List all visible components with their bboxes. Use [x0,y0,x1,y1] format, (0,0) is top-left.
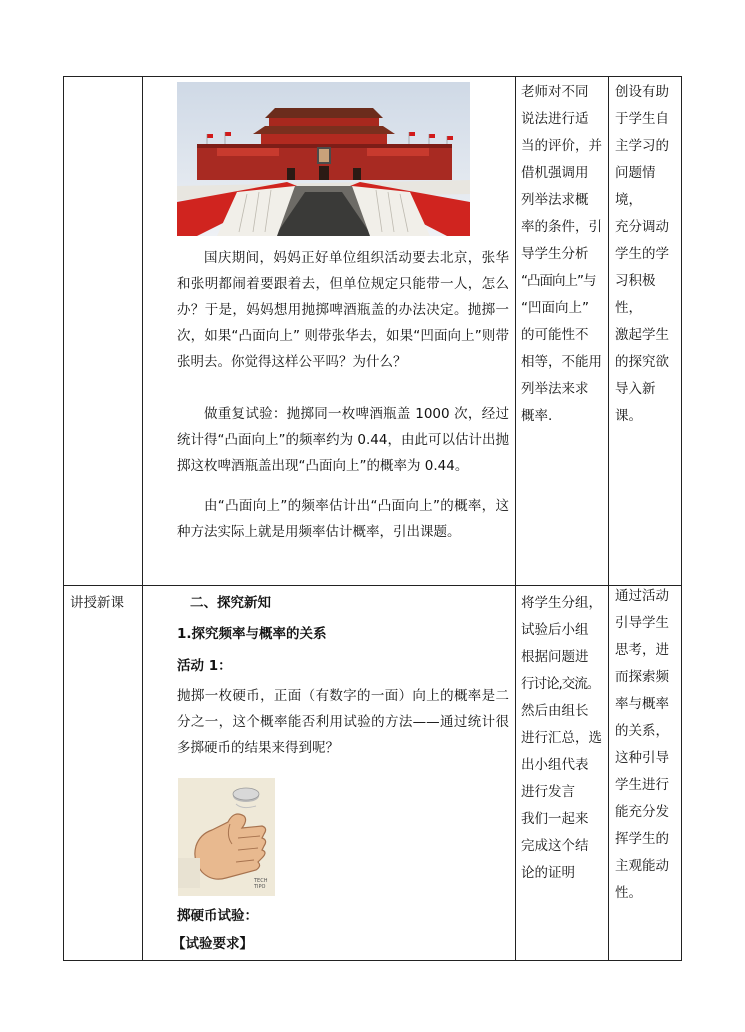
subsection-title: 1.探究频率与概率的关系 [177,626,327,642]
intent-line: 这种引导 [615,750,669,766]
design-intent-column [615,79,679,430]
teacher-line: 相等，不能用 [521,354,602,370]
teacher-line: 的可能性不 [521,327,589,343]
table-top-border [63,76,682,77]
intent-line: 通过活动 [615,588,669,604]
coin-toss-photo [178,778,275,896]
table-left-border [63,76,64,961]
teacher-line: 列举法来求 [521,381,589,397]
student-line: 然后由组长 [521,703,589,719]
student-line: 出小组代表 [521,757,589,773]
intent-line: 学生的学 [615,246,669,262]
intro-paragraph: 国庆期间，妈妈正好单位组织活动要去北京，张华和张明都闹着要跟着去，但单位规定只能带一人，怎么办？于是，妈妈想用抛掷啤酒瓶盖的办法决定。抛掷一次，如果“凸面向上” 则带张华去，如果“凹面向上”则带张明去。你觉得这样公平吗？为什么？ [177,250,509,370]
student-line: 将学生分组， [521,595,602,611]
intent-line: 而探索频 [615,669,669,685]
table-bottom-border [63,960,682,961]
intent-line: 习积极性， [615,273,656,316]
intent-line: 充分调动 [615,219,669,235]
teacher-activity-column [521,79,605,430]
student-line: 我们一起来 [521,811,589,827]
intent-line: 创设有助 [615,84,669,100]
teacher-line: 当的评价，并 [521,138,602,154]
section-title: 二、探究新知 [190,595,271,611]
column-divider-3 [608,76,609,961]
intent-line: 激起学生 [615,327,669,343]
svg-text:TIPO: TIPO [254,884,266,890]
conclusion-paragraph: 由“凸面向上”的频率估计出“凸面向上”的概率，这种方法实际上就是用频率估计概率，引出课题。 [177,498,509,540]
student-line: 行讨论,交流。 [521,676,600,692]
teacher-line: “凸面向上”与 [521,273,596,289]
column-divider-2 [515,76,516,961]
requirement-label: 【试验要求】 [172,936,253,952]
intent-line: 引导学生 [615,615,669,631]
intent-line: 挥学生的 [615,831,669,847]
activity-label: 活动 1： [177,658,232,674]
student-line: 进行发言 [521,784,575,800]
teacher-line: 率的条件，引 [521,219,602,235]
intent-line: 问题情境， [615,165,656,208]
intent-line: 的探究欲 [615,354,669,370]
intent-line: 能充分发 [615,804,669,820]
teacher-line: 导学生分析 [521,246,589,262]
student-line: 进行汇总，选 [521,730,602,746]
student-line: 论的证明 [521,865,575,881]
teacher-line: 老师对不同 [521,84,589,100]
intent-line: 思考，进 [615,642,669,658]
table-right-border [681,76,682,961]
teacher-line: 列举法求概 [521,192,589,208]
teacher-line: “凹面向上” [521,300,589,316]
experiment-paragraph: 做重复试验：抛掷同一枚啤酒瓶盖 1000 次，经过统计得“凸面向上”的频率约为 0.44，由此可以估计出抛掷这枚啤酒瓶盖出现“凸面向上”的概率为 0.44。 [177,406,509,474]
teacher-line: 借机强调用 [521,165,589,181]
intent-line: 主学习的 [615,138,669,154]
intent-line: 性。 [615,885,642,901]
intent-line: 率与概率 [615,696,669,712]
row-divider [63,585,682,586]
student-line: 根据问题进 [521,649,589,665]
student-line: 完成这个结 [521,838,589,854]
intent-line: 于学生自 [615,111,669,127]
teacher-line: 说法进行适 [521,111,589,127]
intent-line: 导入新课。 [615,381,656,424]
activity-text: 抛掷一枚硬币，正面（有数字的一面）向上的概率是二分之一，这个概率能否利用试验的方法——通过统计很多掷硬币的结果来得到呢？ [177,688,509,756]
stage-label: 讲授新课 [70,595,124,611]
image-watermark: TECH [254,878,268,884]
teacher-line: 概率. [521,408,553,424]
intent-line: 的关系， [615,723,669,739]
tiananmen-photo [177,82,470,236]
design-intent-column-2 [615,583,679,907]
intent-line: 学生进行 [615,777,669,793]
experiment-label: 掷硬币试验： [177,908,258,924]
column-divider-1 [142,76,143,961]
intent-line: 主观能动 [615,858,669,874]
student-line: 试验后小组 [521,622,589,638]
student-activity-column [521,590,605,887]
